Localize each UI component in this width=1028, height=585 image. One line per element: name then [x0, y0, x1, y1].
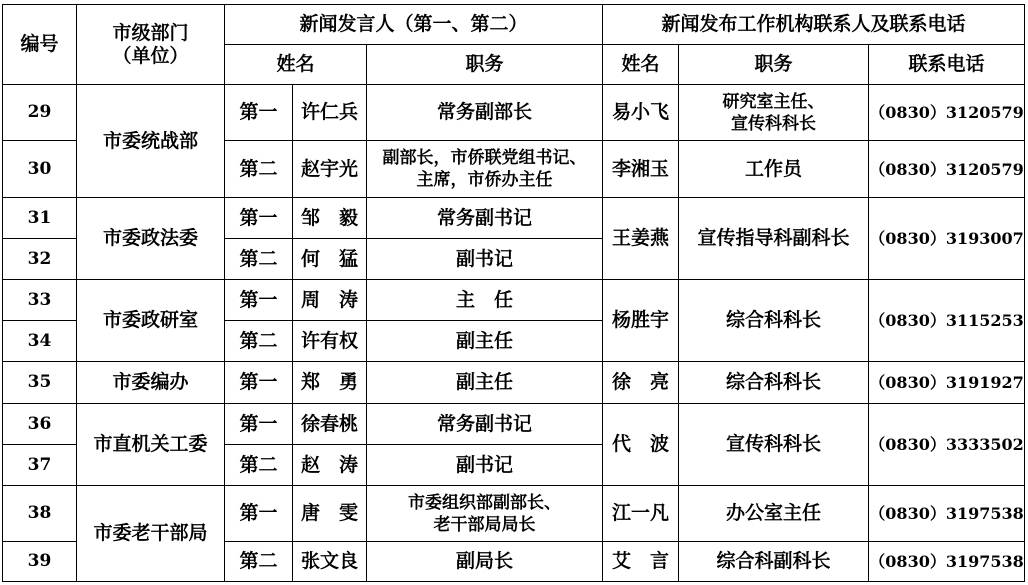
contact-title-line1: 研究室主任、 — [722, 91, 825, 112]
header-ct-name: 姓名 — [603, 45, 679, 85]
rank: 第二 — [225, 141, 293, 198]
header-contact-group: 新闻发布工作机构联系人及联系电话 — [603, 5, 1025, 45]
spokesperson-name: 郑 勇 — [293, 362, 367, 404]
contact-phone: （0830）3333502 — [869, 404, 1025, 486]
contact-title — [679, 85, 869, 141]
spokesperson-contact-table — [2, 4, 1025, 582]
department-name: 市委政法委 — [77, 198, 225, 280]
rank: 第一 — [225, 362, 293, 404]
contact-title: 工作员 — [679, 141, 869, 198]
contact-title: 宣传指导科副科长 — [679, 198, 869, 280]
rank: 第一 — [225, 85, 293, 141]
table-row — [3, 85, 1025, 141]
contact-name: 李湘玉 — [603, 141, 679, 198]
spokesperson-title-line1: 副部长，市侨联党组书记、 — [382, 148, 587, 168]
header-row-1 — [3, 5, 1025, 45]
row-number: 36 — [3, 404, 77, 445]
contact-name: 江一凡 — [603, 486, 679, 542]
spokesperson-title: 副书记 — [367, 239, 603, 280]
row-number: 39 — [3, 542, 77, 582]
row-number: 30 — [3, 141, 77, 198]
table-row — [3, 404, 1025, 445]
spokesperson-title-line1: 市委组织部副部长、 — [408, 492, 562, 513]
contact-title-line2: 宣传科科长 — [731, 113, 817, 134]
contact-phone: （0830）3120579 — [869, 85, 1025, 141]
spokesperson-title: 常务副书记 — [367, 404, 603, 445]
spokesperson-title: 副主任 — [367, 362, 603, 404]
contact-name: 徐 亮 — [603, 362, 679, 404]
contact-title: 办公室主任 — [679, 486, 869, 542]
row-number: 33 — [3, 280, 77, 321]
spokesperson-title — [367, 141, 603, 198]
spokesperson-name: 张文良 — [293, 542, 367, 582]
header-ct-title: 职务 — [679, 45, 869, 85]
table-row — [3, 486, 1025, 542]
contact-title: 宣传科科长 — [679, 404, 869, 486]
spokesperson-title: 副主任 — [367, 321, 603, 362]
table-row — [3, 198, 1025, 239]
header-department-line2: （单位） — [112, 44, 189, 67]
contact-phone: （0830）3191927 — [869, 362, 1025, 404]
contact-phone: （0830）3197538 — [869, 486, 1025, 542]
spokesperson-title: 常务副部长 — [367, 85, 603, 141]
row-number: 38 — [3, 486, 77, 542]
row-number: 37 — [3, 445, 77, 486]
spokesperson-name: 许仁兵 — [293, 85, 367, 141]
spokesperson-name: 徐春桃 — [293, 404, 367, 445]
rank: 第二 — [225, 445, 293, 486]
contact-name: 易小飞 — [603, 85, 679, 141]
contact-name: 王姜燕 — [603, 198, 679, 280]
rank: 第一 — [225, 486, 293, 542]
header-ct-phone: 联系电话 — [869, 45, 1025, 85]
spokesperson-name: 周 涛 — [293, 280, 367, 321]
department-name: 市直机关工委 — [77, 404, 225, 486]
department-name: 市委统战部 — [77, 85, 225, 198]
department-name: 市委编办 — [77, 362, 225, 404]
rank: 第二 — [225, 321, 293, 362]
header-number: 编号 — [3, 5, 77, 85]
header-sp-title: 职务 — [367, 45, 603, 85]
contact-name: 艾 言 — [603, 542, 679, 582]
spokesperson-title: 副局长 — [367, 542, 603, 582]
rank: 第一 — [225, 280, 293, 321]
row-number: 34 — [3, 321, 77, 362]
spokesperson-title: 副书记 — [367, 445, 603, 486]
department-name: 市委政研室 — [77, 280, 225, 362]
spokesperson-title-line2: 主席，市侨办主任 — [416, 170, 553, 190]
spokesperson-name: 赵宇光 — [293, 141, 367, 198]
header-department-line1: 市级部门 — [112, 21, 189, 44]
contact-title: 综合科科长 — [679, 362, 869, 404]
row-number: 32 — [3, 239, 77, 280]
contact-title: 综合科副科长 — [679, 542, 869, 582]
spokesperson-name: 赵 涛 — [293, 445, 367, 486]
spokesperson-title: 常务副书记 — [367, 198, 603, 239]
contact-phone: （0830）3115253 — [869, 280, 1025, 362]
spokesperson-title — [367, 486, 603, 542]
table-row — [3, 280, 1025, 321]
spokesperson-name: 何 猛 — [293, 239, 367, 280]
contact-title: 综合科科长 — [679, 280, 869, 362]
rank: 第一 — [225, 404, 293, 445]
table-row — [3, 362, 1025, 404]
header-sp-name: 姓名 — [225, 45, 367, 85]
header-spokesperson: 新闻发言人（第一、第二） — [225, 5, 603, 45]
contact-phone: （0830）3120579 — [869, 141, 1025, 198]
department-name: 市委老干部局 — [77, 486, 225, 582]
spokesperson-name: 邹 毅 — [293, 198, 367, 239]
spokesperson-name: 许有权 — [293, 321, 367, 362]
contact-phone: （0830）3193007 — [869, 198, 1025, 280]
rank: 第二 — [225, 542, 293, 582]
header-department — [77, 5, 225, 85]
spokesperson-title: 主 任 — [367, 280, 603, 321]
row-number: 29 — [3, 85, 77, 141]
contact-name: 杨胜宇 — [603, 280, 679, 362]
spokesperson-title-line2: 老干部局局长 — [433, 514, 536, 535]
rank: 第一 — [225, 198, 293, 239]
spokesperson-name: 唐 雯 — [293, 486, 367, 542]
contact-name: 代 波 — [603, 404, 679, 486]
row-number: 35 — [3, 362, 77, 404]
rank: 第二 — [225, 239, 293, 280]
contact-phone: （0830）3197538 — [869, 542, 1025, 582]
row-number: 31 — [3, 198, 77, 239]
